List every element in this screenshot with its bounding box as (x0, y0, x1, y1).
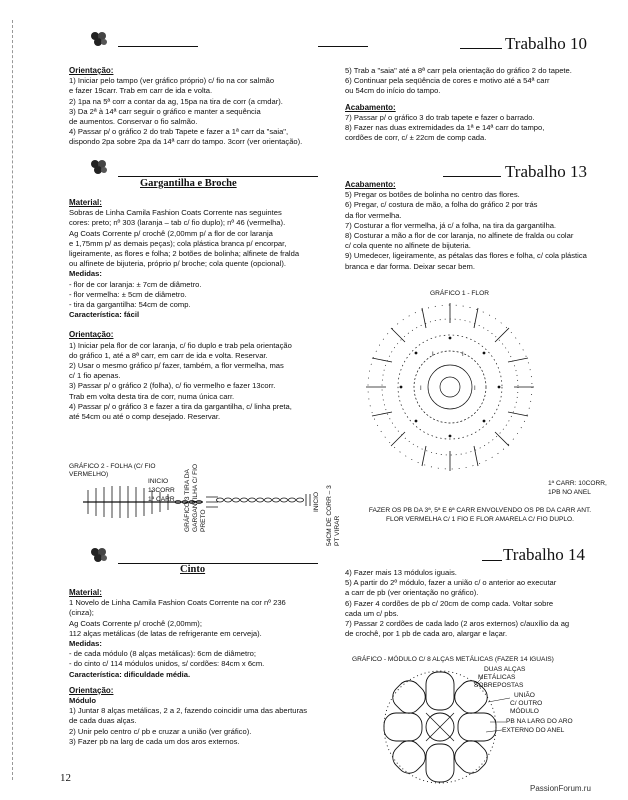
t10-acabamento-heading: Acabamento: (345, 102, 396, 112)
text-line: ou alfinete de bijuteria, próprio p/ broche; cola quente (opcional). (69, 259, 286, 269)
text-line: a carr de pb (ver orientação no gráfico). (345, 588, 479, 598)
grafico2-label: GRÁFICO 2 - FOLHA (C/ FIO VERMELHO) (69, 463, 156, 478)
text-line: 4) Fazer mais 13 módulos iguais. (345, 568, 457, 577)
t14-medidas-heading: Medidas: (69, 639, 102, 649)
text-line: da flor vermelha. (345, 210, 402, 220)
t14-material-heading: Material: (69, 588, 102, 597)
header-rule (118, 563, 318, 564)
grafico1-label: GRÁFICO 1 - FLOR (430, 290, 489, 297)
text-line: cada um c/ pbs. (345, 608, 399, 618)
grafico1-1carr-label: 1ª CARR: 10CORR, (548, 480, 607, 487)
text-line: 1) Iniciar pela flor de cor laranja, c/ fio duplo e trab pela orientação (69, 340, 292, 350)
watermark: PassionForum.ru (530, 784, 591, 793)
section-title-trabalho-14: Trabalho 14 (503, 545, 586, 564)
text-line: 3) Passar p/ o gráfico 2 (folha), c/ fio vermelho e fazer 13corr. (69, 381, 276, 391)
grafico1-caption-1: FAZER OS PB DA 3ª, 5ª E 6ª CARR ENVOLVENDO OS PB DA CARR ANT. (368, 507, 592, 514)
page-edge (12, 20, 13, 780)
header-rule (443, 176, 501, 177)
text-line: - de cada módulo (8 alças metálicas): 6cm de diâmetro; (69, 649, 256, 659)
grafico2-inicio-label: INICIO (148, 478, 169, 485)
text-line: de cada duas alças. (69, 716, 137, 726)
text-line: - do cinto c/ 114 módulos unidos, s/ cordões: 84cm x 6cm. (69, 659, 265, 669)
text-line: 7) Costurar a flor vermelha, já c/ a folha, na tira da gargantilha. (345, 220, 557, 230)
grafico3-label: GRÁFICO 3 TIRA DA GARGANTILHA C/ FIO PRETO (184, 463, 207, 532)
text-line: branca e dar forma. Deixar secar bem. (345, 261, 475, 271)
text-line: cores: preto; nº 303 (laranja – tab c/ fio duplo); nº 46 (vermelha). (69, 218, 286, 228)
t13-right-text (345, 180, 610, 272)
text-line: Ag Coats Corrente p/ crochê (2,00mm); (69, 618, 202, 628)
text-line: ligeiramente, as flores e folha; 2 botões de bolinha; alfinete de fralda (69, 249, 300, 259)
ann-com-outro: C/ OUTRO (510, 700, 543, 707)
grafico2-13corr-label: 13CORR (148, 487, 175, 494)
text-line: Sobras de Linha Camila Fashion Coats Corrente nas seguintes (69, 208, 282, 218)
t10-right-text (345, 66, 605, 143)
text-line: 2) 1pa na 5ª corr a contar da ag, 15pa na tira de corr (a cmdar). (69, 96, 283, 106)
text-line: 6) Fazer 4 cordões de pb c/ 20cm de comp cada. Voltar sobre (345, 598, 554, 608)
text-line: - flor vermelha: ± 5cm de diâmetro. (69, 289, 187, 299)
flower-ornament-icon (88, 30, 110, 48)
text-line: 9) Umedecer, ligeiramente, as pétalas das flores e folha, c/ cola plástica (345, 251, 587, 261)
text-line: 6) Continuar pela seqüência de cores e motivo até a 54ª carr (345, 76, 550, 86)
t13-caracteristica: Característica: fácil (69, 310, 140, 320)
ann-metalicas: METÁLICAS (478, 674, 516, 681)
text-line: 2) Unir pelo centro c/ pb e cruzar a união (ver gráfico). (69, 726, 252, 736)
header-rule (118, 46, 198, 47)
text-line: de crochê, por 1 pb de cada aro, alargar e laçar. (345, 629, 508, 639)
t14-caracteristica: Característica: dificuldade média. (69, 669, 191, 679)
text-line: 5) Trab a "saia" até a 8ª carr pela orientação do gráfico 2 do tapete. (345, 66, 572, 75)
text-line: 1) Iniciar pelo tampo (ver gráfico próprio) c/ fio na cor salmão (69, 76, 275, 86)
text-line: 1) Juntar 8 alças metálicas, 2 a 2, fazendo coincidir uma das aberturas (69, 706, 308, 716)
text-line: 8) Fazer nas duas extremidades da 1ª e 14ª carr do tampo, (345, 123, 545, 133)
section-title-trabalho-10: Trabalho 10 (505, 34, 588, 53)
grafico1-flower-chart (362, 298, 538, 476)
t10-left-text (69, 66, 324, 148)
t13-acabamento-heading: Acabamento: (345, 180, 396, 189)
t10-orientacao-heading: Orientação: (69, 66, 114, 75)
t14-right-text (345, 568, 610, 639)
text-line: e 1,75mm p/ as demais peças); cola plástica branca p/ encorpar, (69, 238, 287, 248)
text-line: 112 alças metálicas (de latas de refrigerante em cerveja). (69, 628, 262, 638)
text-line: - flor de cor laranja: ± 7cm de diâmetro. (69, 279, 202, 289)
header-rule (482, 560, 502, 561)
flower-ornament-icon (88, 158, 110, 176)
subtitle-gargantilha: Gargantilha e Broche (140, 178, 237, 189)
text-line: cordões de corr, c/ ± 22cm de comp cada. (345, 133, 487, 143)
grafico3-54cm-label: 54CM DE CORR – 3 PT VIRAR (326, 485, 341, 546)
ann-uniao: UNIÃO (514, 692, 535, 699)
svg-text:I: I (432, 352, 434, 358)
t14-left-text (69, 588, 331, 747)
subtitle-cinto: Cinto (180, 564, 206, 575)
text-line: do gráfico 1, até a 8ª carr, em carr de ida e volta. Reservar. (69, 350, 268, 360)
text-line: 5) A partir do 2º módulo, fazer a união c/ o anterior ao executar (345, 578, 557, 588)
grafico3-chain-chart (214, 488, 314, 512)
text-line: 2) Usar o mesmo gráfico p/ fazer, também, a flor vermelha, mas (69, 361, 284, 371)
text-line: ou 54cm do início do tampo. (345, 86, 441, 96)
text-line: de aumentos. Conservar o fio salmão. (69, 117, 198, 127)
t13-left-text (69, 198, 331, 422)
svg-text:I: I (462, 352, 464, 358)
text-line: 7) Passar 2 cordões de cada lado (2 aros externos) c/auxílio da ag (345, 619, 570, 629)
t14-modulo-heading: Módulo (69, 696, 96, 706)
grafico3-inicio-label: INICIO (313, 491, 320, 512)
text-line: 6) Pregar, c/ costura de mão, a folha do gráfico 2 por trás (345, 200, 538, 210)
header-rule (318, 46, 368, 47)
text-line: 3) Da 2ª à 14ª carr seguir o gráfico e manter a sequência (69, 106, 261, 116)
text-line: 4) Passar p/ o gráfico 2 do trab Tapete e fazer a 1ª carr da "saia", (69, 127, 289, 137)
t13-material-heading: Material: (69, 198, 102, 207)
text-line: c/ 1 fio apenas. (69, 371, 121, 381)
grafico1-1pb-label: 1PB NO ANEL (548, 489, 591, 496)
annotation-leaders (470, 670, 520, 740)
header-rule (460, 48, 502, 49)
t13-orientacao-heading: Orientação: (69, 330, 114, 340)
text-line: 8) Costurar a mão a flor de cor laranja, no alfinete de fralda ou colar (345, 231, 574, 241)
text-line: (cinza); (69, 608, 94, 618)
ann-duas-alcas: DUAS ALÇAS (484, 666, 526, 673)
header-rule (118, 176, 318, 177)
grafico2-1carr-label: 1ª CARR (148, 496, 175, 503)
text-line: 4) Passar p/ o gráfico 3 e fazer a tira da gargantilha, c/ linha preta, (69, 401, 292, 411)
ann-modulo: MÓDULO (510, 708, 539, 715)
svg-text:I: I (474, 386, 476, 392)
text-line: c/ cola quente no alfinete de bijuteria. (345, 241, 471, 251)
t13-medidas-heading: Medidas: (69, 269, 102, 279)
ann-externo: EXTERNO DO ANEL (502, 727, 565, 734)
flower-ornament-icon (88, 546, 110, 564)
ann-pb-larg: PB NA LARG DO ARO (506, 718, 573, 725)
grafico1-caption-2: FLOR VERMELHA C/ 1 FIO E FLOR AMARELA C/ FIO DUPLO. (386, 516, 574, 523)
t14-orientacao-heading: Orientação: (69, 685, 114, 695)
text-line: - tira da gargantilha: 54cm de comp. (69, 300, 191, 310)
text-line: 5) Pregar os botões de bolinha no centro das flores. (345, 190, 520, 200)
text-line: Trab em volta desta tira de corr, numa única carr. (69, 391, 235, 401)
text-line: e fazer 19carr. Trab em carr de ida e volta. (69, 86, 213, 96)
text-line: até 54cm ou até o comp desejado. Reservar. (69, 412, 221, 422)
text-line: dispondo 2pa sobre 2pa da 14ª carr do tampo. 3corr (ver orientação). (69, 137, 303, 147)
text-line: 7) Passar p/ o gráfico 3 do trab tapete e fazer o barrado. (345, 112, 535, 122)
text-line: Ag Coats Corrente p/ crochê (2,00mm p/ a flor de cor laranja (69, 228, 273, 238)
svg-text:I: I (420, 386, 422, 392)
page-number: 12 (60, 772, 71, 784)
ann-sobrepostas: SOBREPOSTAS (474, 682, 524, 689)
section-title-trabalho-13: Trabalho 13 (505, 162, 588, 181)
text-line: 1 Novelo de Linha Camila Fashion Coats Corrente na cor nº 236 (69, 598, 286, 608)
text-line: 3) Fazer pb na larg de cada um dos aros externos. (69, 736, 240, 746)
t14-grafico-label: GRÁFICO - MÓDULO C/ 8 ALÇAS METÁLICAS (FAZER 14 IGUAIS) (352, 656, 554, 663)
